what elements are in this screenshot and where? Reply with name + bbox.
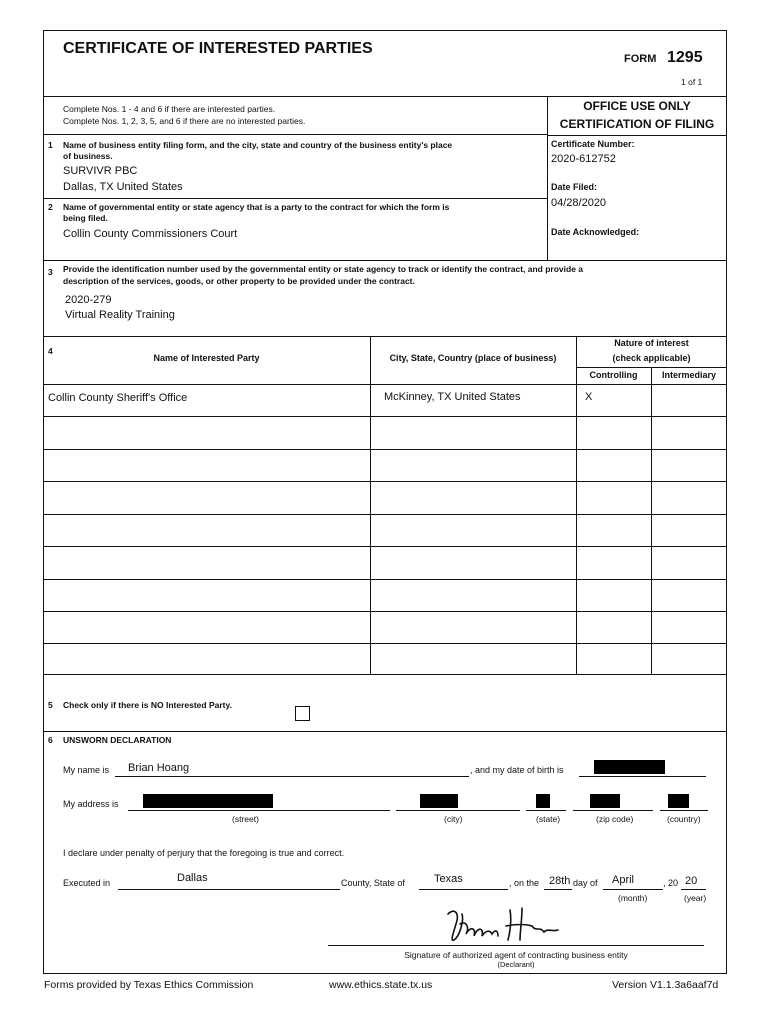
execution-day[interactable]: 28th — [549, 875, 571, 887]
form-frame — [43, 30, 727, 974]
section5-divider — [43, 731, 727, 732]
footer-version: Version V1.1.3a6aaf7d — [612, 979, 719, 991]
day-underline — [544, 889, 572, 890]
redacted-zip — [590, 794, 620, 808]
street-underline — [128, 810, 390, 811]
contract-id: 2020-279 — [65, 294, 112, 306]
controlling-check: X — [585, 391, 593, 403]
certificate-number-value: 2020-612752 — [551, 153, 616, 165]
county-underline — [118, 889, 340, 890]
col-header-check: (check applicable) — [612, 353, 691, 363]
table-row-line — [43, 481, 727, 482]
contract-description: Virtual Reality Training — [65, 309, 175, 321]
footer-website[interactable]: www.ethics.state.tx.us — [329, 979, 433, 991]
perjury-statement: I declare under penalty of perjury that the foregoing is true and correct. — [63, 848, 345, 858]
executed-in-label: Executed in — [63, 878, 111, 888]
business-entity-name: SURVIVR PBC — [63, 165, 138, 177]
zip-caption: (zip code) — [596, 814, 634, 824]
table-row-line — [43, 514, 727, 515]
section3-label-line2: description of the services, goods, or other property to be provided under the contract. — [63, 276, 415, 286]
day-of-label: day of — [573, 878, 598, 888]
execution-state[interactable]: Texas — [434, 873, 463, 885]
redacted-city — [420, 794, 458, 808]
state-caption: (state) — [536, 814, 561, 824]
header-divider — [43, 96, 727, 97]
section1-label-line1: Name of business entity filing form, and the city, state and country of the business entity's place — [63, 140, 453, 150]
city-caption: (city) — [444, 814, 463, 824]
certification-title: CERTIFICATION OF FILING — [559, 117, 715, 131]
form-label: FORM — [624, 53, 657, 65]
declarant-name[interactable]: Brian Hoang — [128, 762, 190, 774]
certificate-number-label: Certificate Number: — [551, 139, 635, 149]
my-name-label: My name is — [63, 765, 110, 775]
business-entity-location: Dallas, TX United States — [63, 181, 183, 193]
table-row-line — [43, 546, 727, 547]
year-underline — [681, 889, 706, 890]
section2-number: 2 — [48, 202, 53, 212]
table-row-line — [43, 416, 727, 417]
section2-label-line2: being filed. — [63, 213, 108, 223]
street-caption: (street) — [232, 814, 259, 824]
header-col-divider-3 — [651, 367, 652, 384]
office-use-bottom — [547, 260, 727, 261]
date-filed-value: 04/28/2020 — [551, 197, 607, 209]
col-header-intermediary: Intermediary — [661, 370, 717, 380]
section4-number: 4 — [48, 346, 53, 356]
zip-underline — [573, 810, 653, 811]
name-underline — [115, 776, 469, 777]
header-col-divider-2 — [576, 336, 577, 384]
declarant-caption: (Declarant) — [497, 960, 535, 969]
city-underline — [396, 810, 520, 811]
page-indicator: 1 of 1 — [681, 77, 703, 87]
footer-provider: Forms provided by Texas Ethics Commission — [44, 979, 254, 991]
table-col-divider-3 — [651, 384, 652, 674]
month-caption: (month) — [618, 893, 648, 903]
section3-number: 3 — [48, 267, 53, 277]
instruction-line-1: Complete Nos. 1 - 4 and 6 if there are interested parties. — [63, 104, 276, 114]
redacted-state — [536, 794, 550, 808]
state-underline — [526, 810, 566, 811]
section3-label-line1: Provide the identification number used by the governmental entity or state agency to track or identify the contract, and provide a — [63, 264, 584, 274]
redacted-street — [143, 794, 273, 808]
form-number: 1295 — [667, 49, 703, 66]
redacted-dob — [594, 760, 665, 774]
interested-party-city: McKinney, TX United States — [384, 391, 521, 403]
on-the-label: , on the — [509, 878, 540, 888]
table-col-divider-1 — [370, 384, 371, 674]
section1-number: 1 — [48, 140, 53, 150]
header-col-divider-1 — [370, 336, 371, 384]
form-title: CERTIFICATE OF INTERESTED PARTIES — [63, 40, 373, 57]
date-filed-label: Date Filed: — [551, 182, 598, 192]
redacted-country — [668, 794, 689, 808]
signature-line — [328, 945, 704, 946]
office-use-divider — [547, 135, 727, 136]
date-acknowledged-label: Date Acknowledged: — [551, 227, 640, 237]
interested-party-name: Collin County Sheriff's Office — [48, 392, 188, 404]
section1-label-line2: of business. — [63, 151, 113, 161]
section5-number: 5 — [48, 700, 53, 710]
col-header-city: City, State, Country (place of business) — [389, 353, 557, 363]
declarant-signature — [440, 902, 570, 948]
signature-caption: Signature of authorized agent of contracting business entity — [404, 950, 628, 960]
state-of-underline — [419, 889, 508, 890]
execution-month[interactable]: April — [612, 874, 635, 886]
col-header-controlling: Controlling — [589, 370, 638, 380]
county-state-label: County, State of — [341, 878, 405, 888]
table-bottom — [43, 674, 727, 675]
instruction-line-2: Complete Nos. 1, 2, 3, 5, and 6 if there are no interested parties. — [63, 116, 306, 126]
country-caption: (country) — [667, 814, 701, 824]
dob-label: , and my date of birth is — [470, 765, 564, 775]
col-header-nature: Nature of interest — [614, 338, 689, 348]
governmental-entity-name: Collin County Commissioners Court — [63, 228, 238, 240]
section3-divider — [43, 336, 727, 337]
year-caption: (year) — [684, 893, 707, 903]
section5-label: Check only if there is NO Interested Party. — [63, 700, 232, 710]
section6-number: 6 — [48, 735, 53, 745]
no-interested-party-checkbox[interactable] — [295, 706, 310, 721]
table-row-line — [43, 643, 727, 644]
county-value[interactable]: Dallas — [177, 872, 208, 884]
table-row-line — [43, 579, 727, 580]
instruction-divider — [43, 134, 547, 135]
table-header-bottom — [43, 384, 727, 385]
dob-underline — [579, 776, 706, 777]
section2-divider — [43, 260, 547, 261]
month-underline — [603, 889, 663, 890]
country-underline — [660, 810, 708, 811]
table-row-line — [43, 611, 727, 612]
year-prefix: , 20 — [663, 878, 679, 888]
section1-divider — [43, 198, 547, 199]
table-col-divider-2 — [576, 384, 577, 674]
office-use-title: OFFICE USE ONLY — [583, 99, 691, 113]
table-row-line — [43, 449, 727, 450]
section6-title: UNSWORN DECLARATION — [63, 735, 172, 745]
col-header-name: Name of Interested Party — [153, 353, 260, 363]
section2-label-line1: Name of governmental entity or state agency that is a party to the contract for which the form is — [63, 202, 450, 212]
my-address-label: My address is — [63, 799, 119, 809]
execution-year[interactable]: 20 — [685, 875, 698, 887]
